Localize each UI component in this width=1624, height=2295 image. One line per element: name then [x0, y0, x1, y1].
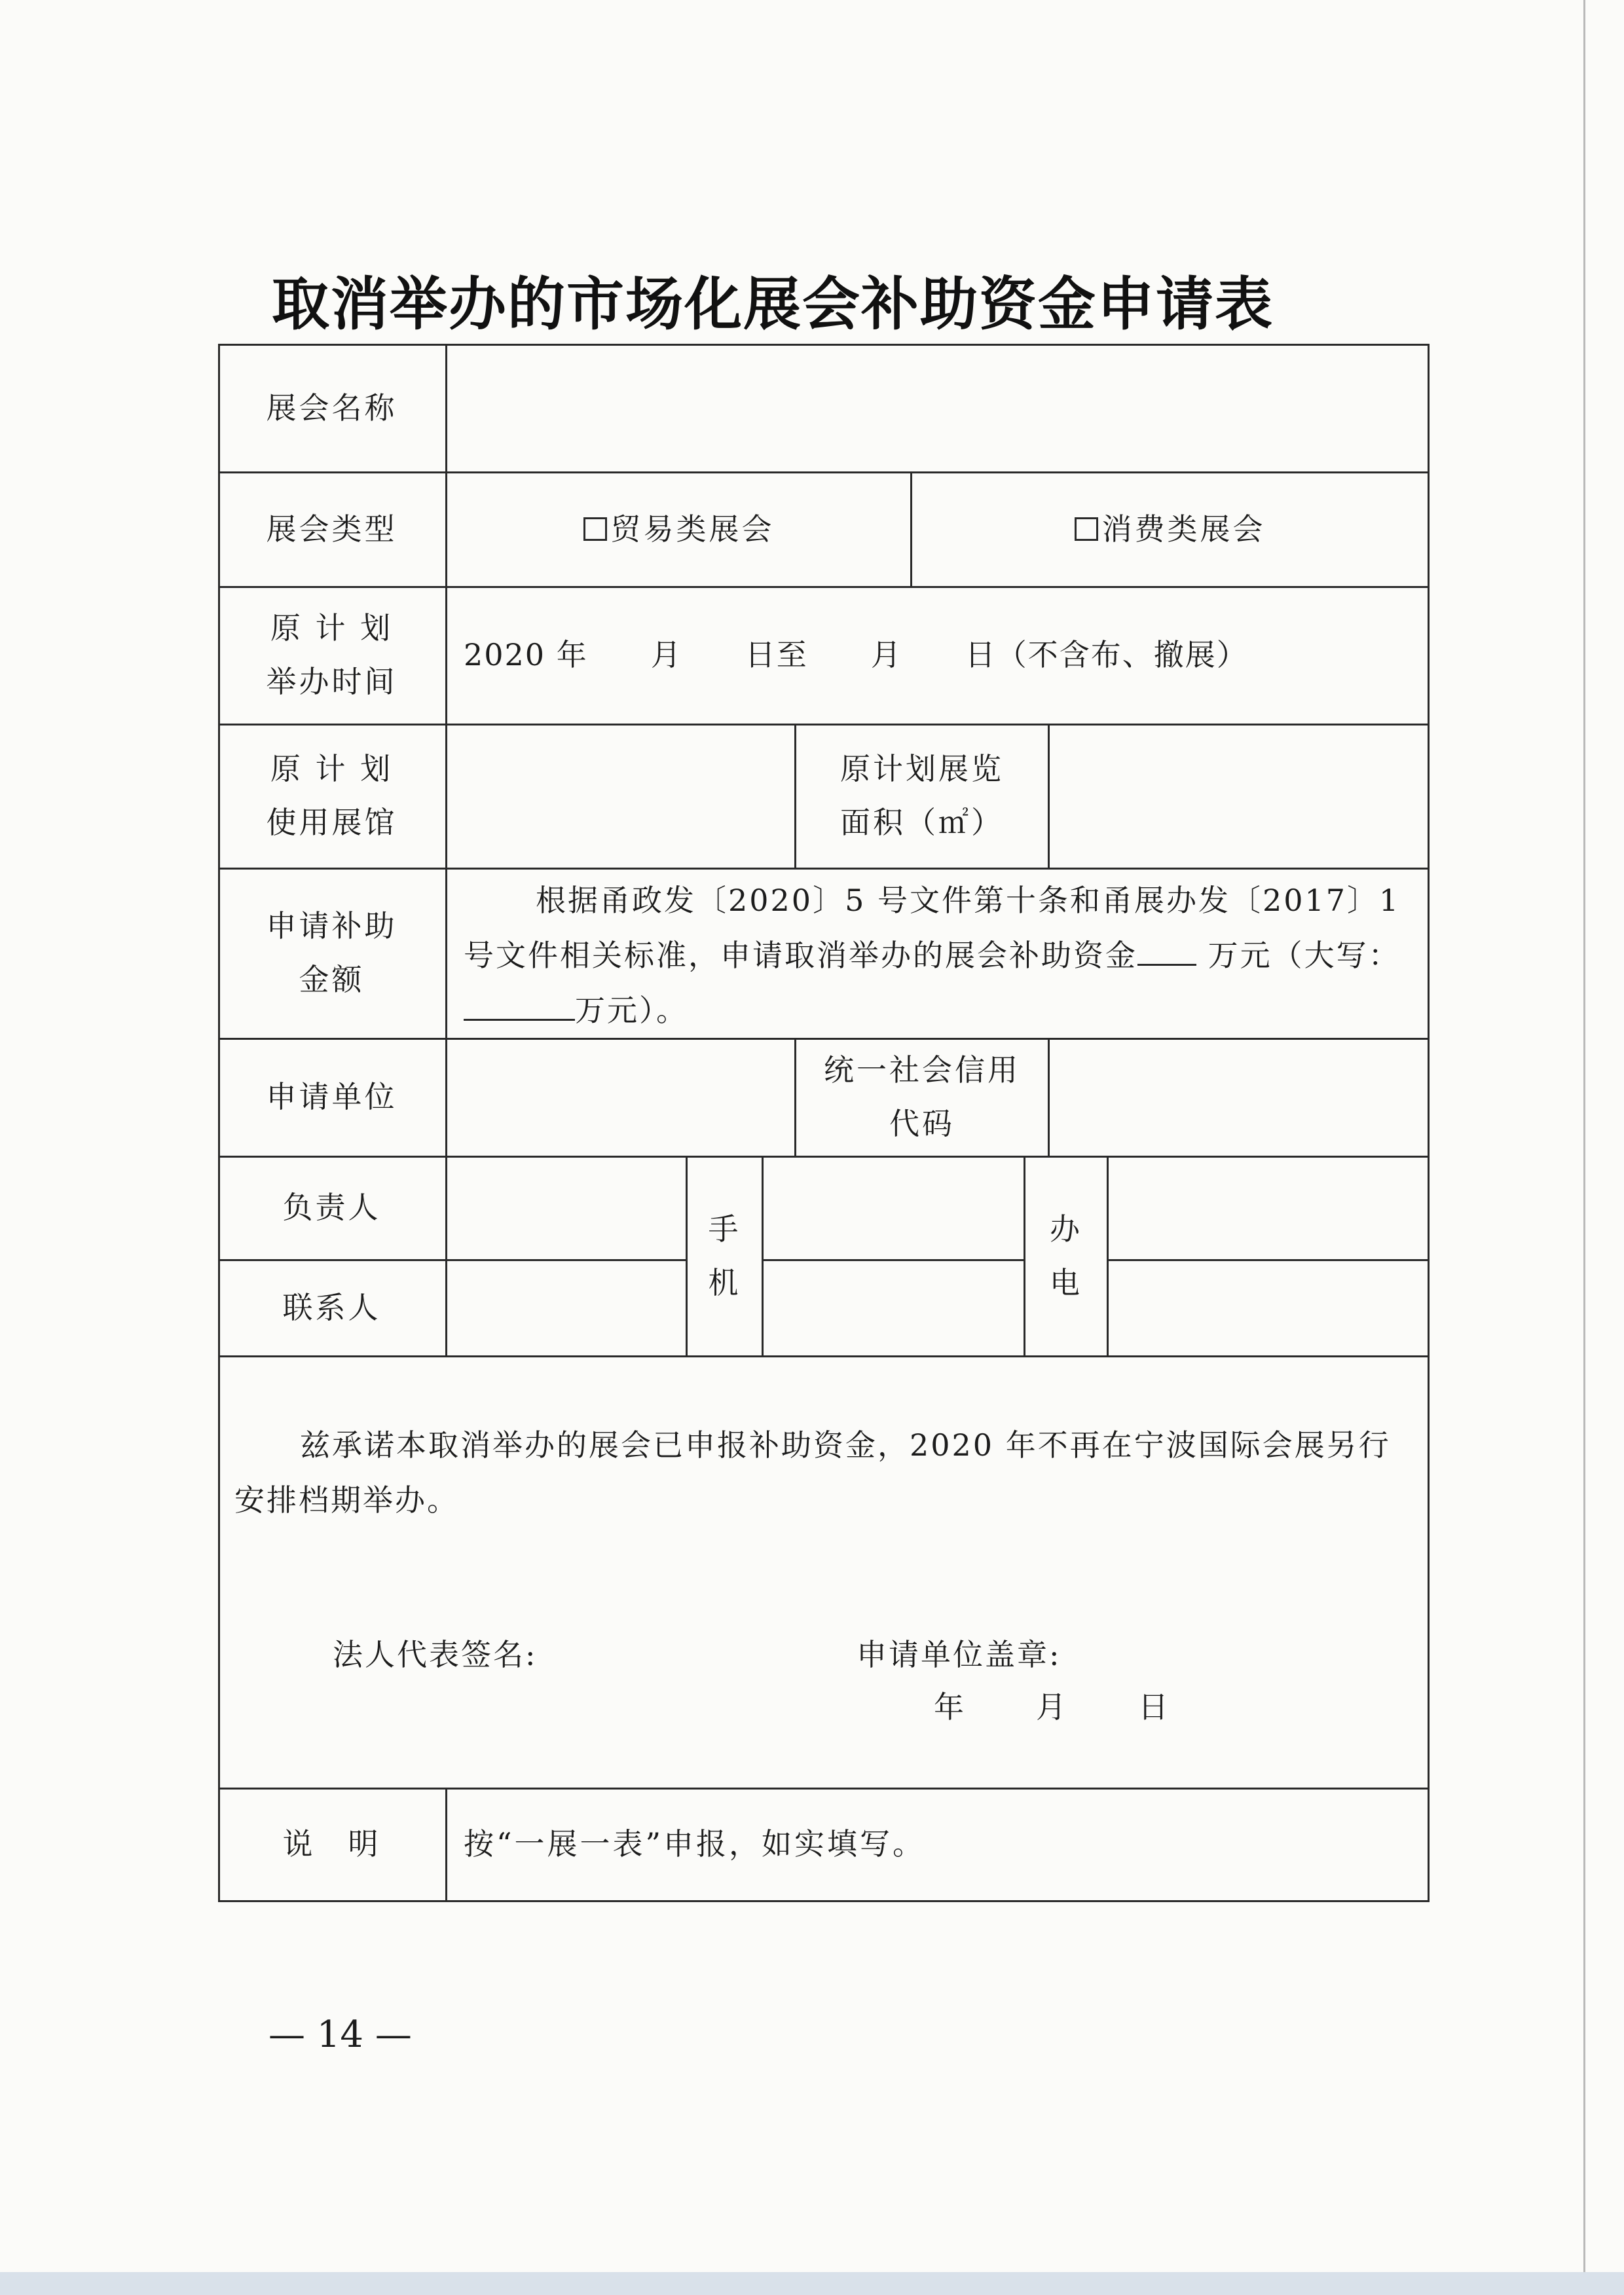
planned-area-field[interactable] — [1050, 724, 1428, 868]
subsidy-amount-label-line2: 金额 — [299, 962, 365, 997]
contact-person-label: 联系人 — [282, 1289, 381, 1325]
planned-venue-field[interactable] — [447, 724, 794, 868]
exhibition-name-field[interactable] — [447, 344, 1428, 471]
planned-venue-label-line2: 使用展馆 — [266, 805, 397, 840]
responsible-person-field[interactable] — [447, 1156, 686, 1259]
subsidy-text-part3: 万元）。 — [575, 993, 688, 1028]
contact-person-field[interactable] — [447, 1259, 686, 1355]
office-phone-label-line1: 办 — [1050, 1211, 1082, 1247]
application-form-table — [218, 344, 1430, 1902]
subsidy-text-part2: 万元（大写： — [1208, 938, 1401, 973]
responsible-person-label: 负责人 — [282, 1190, 381, 1225]
scan-bottom-edge — [0, 2272, 1624, 2295]
planned-area-label-line1: 原计划展览 — [840, 751, 1004, 786]
page-edge-shadow — [1583, 0, 1585, 2295]
mobile-label-line2: 机 — [708, 1264, 741, 1300]
responsible-office-phone-field[interactable] — [1109, 1156, 1428, 1259]
commitment-date: 年 月 日 — [934, 1689, 1172, 1725]
subsidy-amount-text — [464, 873, 1416, 1038]
legal-rep-signature-label: 法人代表签名: — [333, 1637, 538, 1672]
applicant-unit-label: 申请单位 — [266, 1079, 397, 1114]
option-consumer-label: 消费类展会 — [1101, 511, 1266, 547]
form-title: 取消举办的市场化展会补助资金申请表 — [271, 270, 1274, 338]
planned-time-label-line2: 举办时间 — [266, 664, 397, 699]
office-phone-label — [1025, 1156, 1107, 1355]
planned-time-label — [218, 586, 445, 724]
contact-mobile-field[interactable] — [764, 1259, 1024, 1355]
page-number: — 14 — — [268, 2013, 412, 2056]
option-trade-label: 贸易类展会 — [610, 511, 775, 547]
planned-area-label — [796, 724, 1048, 868]
checkbox-icon[interactable] — [1075, 517, 1098, 541]
credit-code-label — [796, 1038, 1048, 1156]
credit-code-label-line1: 统一社会信用 — [824, 1052, 1020, 1088]
exhibition-name-label: 展会名称 — [266, 390, 397, 426]
amount-in-words-blank[interactable] — [464, 993, 575, 1021]
note-text: 按“一展一表”申报，如实填写。 — [464, 1826, 926, 1862]
office-phone-label-line2: 电 — [1050, 1264, 1082, 1300]
planned-venue-label-line1: 原 计 划 — [270, 751, 394, 786]
credit-code-label-line2: 代码 — [889, 1106, 955, 1141]
subsidy-amount-label — [218, 868, 445, 1038]
note-label: 说 明 — [282, 1826, 381, 1862]
applicant-unit-field[interactable] — [447, 1038, 794, 1156]
commitment-text: 兹承诺本取消举办的展会已申报补助资金，2020 年不再在宁波国际会展另行安排档期举办。 — [234, 1427, 1391, 1518]
subsidy-amount-label-line1: 申请补助 — [266, 908, 397, 944]
mobile-label-line1: 手 — [708, 1211, 741, 1247]
mobile-label — [688, 1156, 762, 1355]
planned-venue-label — [218, 724, 445, 868]
exhibition-type-label: 展会类型 — [266, 511, 397, 547]
credit-code-field[interactable] — [1050, 1038, 1428, 1156]
option-consumer-exhibition[interactable] — [912, 471, 1428, 586]
contact-office-phone-field[interactable] — [1109, 1259, 1428, 1355]
planned-area-label-line2: 面积（㎡） — [840, 805, 1004, 840]
planned-time-field[interactable]: 2020 年 月 日至 月 日（不含布、撤展） — [464, 637, 1248, 672]
unit-seal-label: 申请单位盖章: — [857, 1637, 1061, 1672]
subsidy-text-part1: 根据甬政发〔2020〕5 号文件第十条和甬展办发〔2017〕1 号文件相关标准，申请取消举办的展会补助资金 — [464, 883, 1401, 973]
planned-time-label-line1: 原 计 划 — [270, 610, 394, 646]
option-trade-exhibition[interactable] — [447, 471, 910, 586]
amount-blank[interactable] — [1137, 938, 1196, 966]
responsible-mobile-field[interactable] — [764, 1156, 1024, 1259]
checkbox-icon[interactable] — [583, 517, 607, 541]
